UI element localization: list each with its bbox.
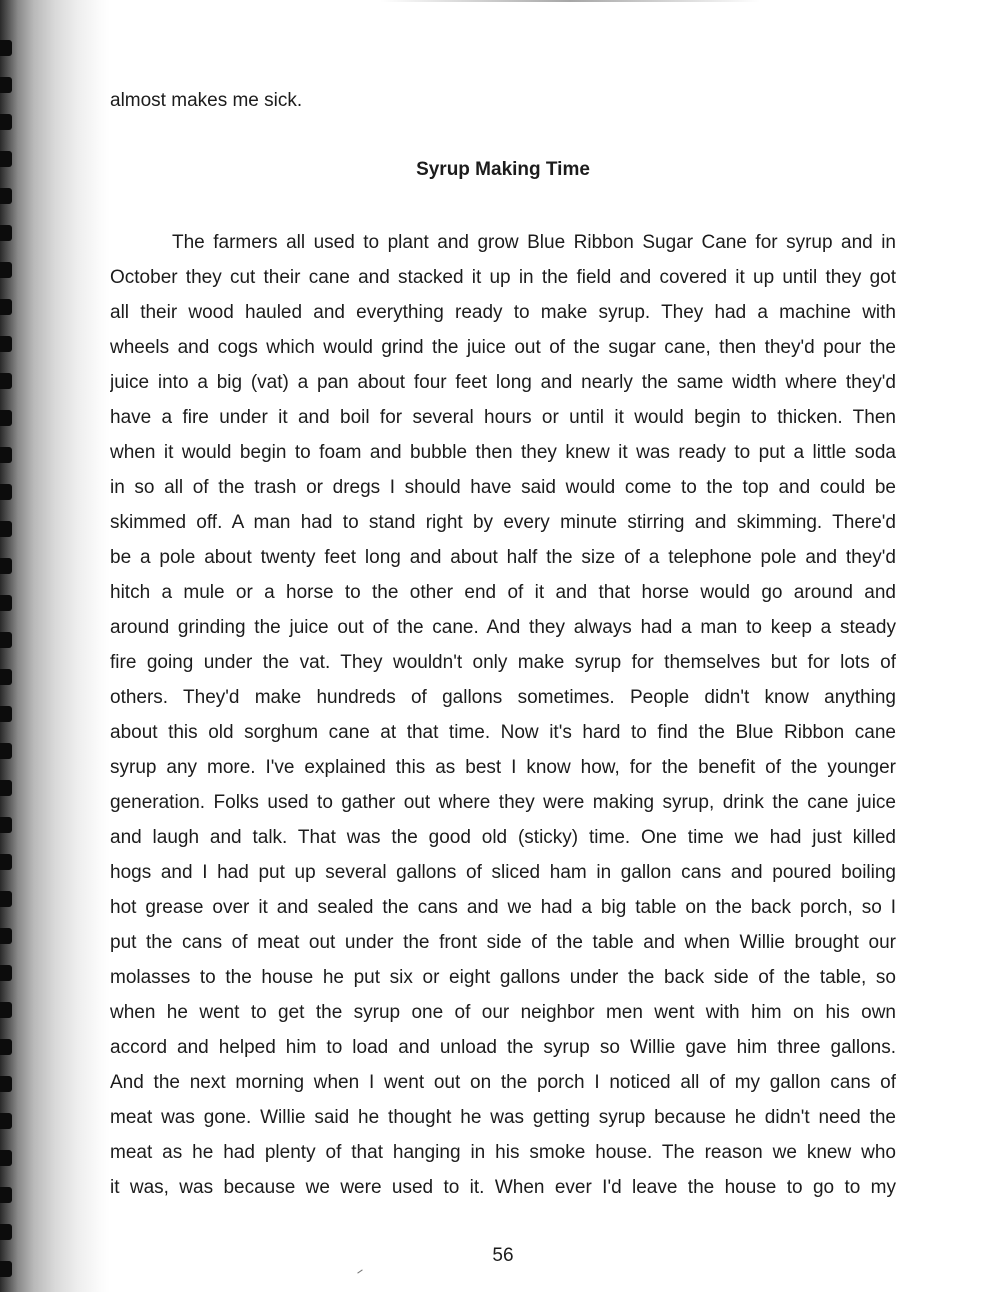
page-top-edge <box>380 0 760 2</box>
text-line: meat as he had plenty of that hanging in his smoke house. The reason we knew who <box>110 1142 896 1163</box>
binding-ring <box>0 151 12 167</box>
text-line: hogs and I had put up several gallons of sliced ham in gallon cans and poured boiling <box>110 862 896 883</box>
binding-ring <box>0 484 12 500</box>
binding-ring <box>0 40 12 56</box>
text-line: all their wood hauled and everything ready to make syrup. They had a machine with <box>110 302 896 323</box>
binding-ring <box>0 891 12 907</box>
page-number: 56 <box>492 1245 514 1266</box>
binding-ring <box>0 336 12 352</box>
text-line: in so all of the trash or dregs I should have said would come to the top and could be <box>110 477 896 498</box>
binding-ring <box>0 669 12 685</box>
text-line: put the cans of meat out under the front side of the table and when Willie brought our <box>110 932 896 953</box>
binding-ring <box>0 225 12 241</box>
text-line: when it would begin to foam and bubble then they knew it was ready to put a little soda <box>110 442 896 463</box>
binding-ring <box>0 706 12 722</box>
text-line: molasses to the house he put six or eight gallons under the back side of the table, so <box>110 967 896 988</box>
binding-ring <box>0 558 12 574</box>
text-line: skimmed off. A man had to stand right by every minute stirring and skimming. There'd <box>110 512 896 533</box>
text-line: have a fire under it and boil for several hours or until it would begin to thicken. Then <box>110 407 896 428</box>
binding-ring <box>0 114 12 130</box>
binding-ring <box>0 965 12 981</box>
binding-ring <box>0 595 12 611</box>
opening-line: almost makes me sick. <box>110 90 303 111</box>
binding-ring <box>0 928 12 944</box>
text-line: meat was gone. Willie said he thought he was getting syrup because he didn't need the <box>110 1107 896 1128</box>
binding-ring <box>0 77 12 93</box>
binding-ring <box>0 521 12 537</box>
text-line: The farmers all used to plant and grow Blue Ribbon Sugar Cane for syrup and in <box>172 232 896 253</box>
binding-ring <box>0 1002 12 1018</box>
binding-shadow <box>0 0 110 1292</box>
text-line: hitch a mule or a horse to the other end of it and that horse would go around and <box>110 582 896 603</box>
text-line: and laugh and talk. That was the good old (sticky) time. One time we had just killed <box>110 827 896 848</box>
binding-ring <box>0 854 12 870</box>
text-line: wheels and cogs which would grind the juice out of the sugar cane, then they'd pour the <box>110 337 896 358</box>
text-line: generation. Folks used to gather out where they were making syrup, drink the cane juice <box>110 792 896 813</box>
binding-ring <box>0 447 12 463</box>
text-line: fire going under the vat. They wouldn't only make syrup for themselves but for lots of <box>110 652 896 673</box>
text-line: when he went to get the syrup one of our neighbor men went with him on his own <box>110 1002 896 1023</box>
binding-ring <box>0 1076 12 1092</box>
text-line: be a pole about twenty feet long and about half the size of a telephone pole and they'd <box>110 547 896 568</box>
binding-ring <box>0 1187 12 1203</box>
text-line: And the next morning when I went out on the porch I noticed all of my gallon cans of <box>110 1072 896 1093</box>
binding-ring <box>0 1224 12 1240</box>
binding-ring <box>0 780 12 796</box>
binding-ring <box>0 188 12 204</box>
binding-ring <box>0 1113 12 1129</box>
text-line: October they cut their cane and stacked it up in the field and covered it up until they got <box>110 267 896 288</box>
binding-ring <box>0 1039 12 1055</box>
text-line: about this old sorghum cane at that time. Now it's hard to find the Blue Ribbon cane <box>110 722 896 743</box>
text-line: others. They'd make hundreds of gallons sometimes. People didn't know anything <box>110 687 896 708</box>
text-line: it was, was because we were used to it. When ever I'd leave the house to go to my <box>110 1177 896 1198</box>
binding-ring <box>0 817 12 833</box>
binding-ring <box>0 1261 12 1277</box>
binding-ring <box>0 1150 12 1166</box>
binding-ring <box>0 262 12 278</box>
binding-ring <box>0 410 12 426</box>
binding-ring <box>0 632 12 648</box>
text-line: syrup any more. I've explained this as best I know how, for the benefit of the younger <box>110 757 896 778</box>
text-line: accord and helped him to load and unload the syrup so Willie gave him three gallons. <box>110 1037 896 1058</box>
body-paragraph <box>110 225 896 1205</box>
text-line: hot grease over it and sealed the cans and we had a big table on the back porch, so I <box>110 897 896 918</box>
stray-pen-mark <box>357 1269 362 1273</box>
binding-ring <box>0 743 12 759</box>
binding-ring <box>0 373 12 389</box>
text-line: around grinding the juice out of the cane. And they always had a man to keep a steady <box>110 617 896 638</box>
text-line: juice into a big (vat) a pan about four feet long and nearly the same width where they'd <box>110 372 896 393</box>
binding-ring <box>0 299 12 315</box>
section-heading: Syrup Making Time <box>416 159 590 180</box>
